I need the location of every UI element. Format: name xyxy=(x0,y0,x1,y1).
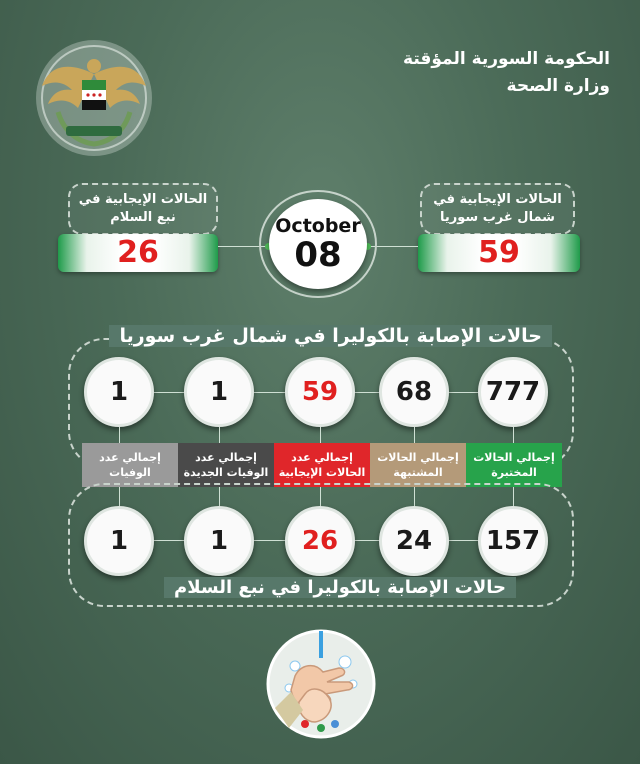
label-tested: إجمالي الحالات المختبرة xyxy=(466,443,562,487)
nw-deaths-circle: 1 xyxy=(84,357,154,427)
ps-positive-circle: 26 xyxy=(285,506,355,576)
nw-syria-positive-label-box xyxy=(420,183,575,235)
label-total-deaths: إجمالي عدد الوفيات xyxy=(82,443,178,487)
government-name: الحكومة السورية المؤقتة xyxy=(403,49,610,69)
label-positive: إجمالي عدد الحالات الإيجابية xyxy=(274,443,370,487)
ps-suspected-circle: 24 xyxy=(379,506,449,576)
date-badge xyxy=(269,199,367,289)
nw-positive-circle: 59 xyxy=(285,357,355,427)
ps-deaths-circle: 1 xyxy=(84,506,154,576)
nw-new-deaths-circle: 1 xyxy=(184,357,254,427)
label-new-deaths: إجمالي عدد الوفيات الجديدة xyxy=(178,443,274,487)
nw-syria-section-title: حالات الإصابة بالكوليرا في شمال غرب سوريا xyxy=(109,325,552,347)
nw-syria-positive-label: الحالات الإيجابية في شمال غرب سوريا xyxy=(433,192,562,225)
peace-spring-positive-label-box xyxy=(68,183,218,235)
handwashing-icon xyxy=(265,628,377,740)
nw-syria-positive-value: 59 xyxy=(418,234,580,272)
ps-tested-circle: 157 xyxy=(478,506,548,576)
nw-tested-circle: 777 xyxy=(478,357,548,427)
date-day: 08 xyxy=(294,235,342,275)
peace-spring-positive-value: 26 xyxy=(58,234,218,272)
ministry-header xyxy=(403,46,610,100)
peace-spring-section-title: حالات الإصابة بالكوليرا في نبع السلام xyxy=(164,577,516,598)
category-labels xyxy=(82,443,562,487)
date-month: October xyxy=(275,215,361,237)
ministry-name: وزارة الصحة xyxy=(506,76,610,96)
ps-new-deaths-circle: 1 xyxy=(184,506,254,576)
nw-suspected-circle: 68 xyxy=(379,357,449,427)
label-suspected: إجمالي الحالات المشتبهة xyxy=(370,443,466,487)
peace-spring-positive-label: الحالات الإيجابية في نبع السلام xyxy=(78,192,208,225)
eagle-emblem-icon xyxy=(30,34,158,162)
